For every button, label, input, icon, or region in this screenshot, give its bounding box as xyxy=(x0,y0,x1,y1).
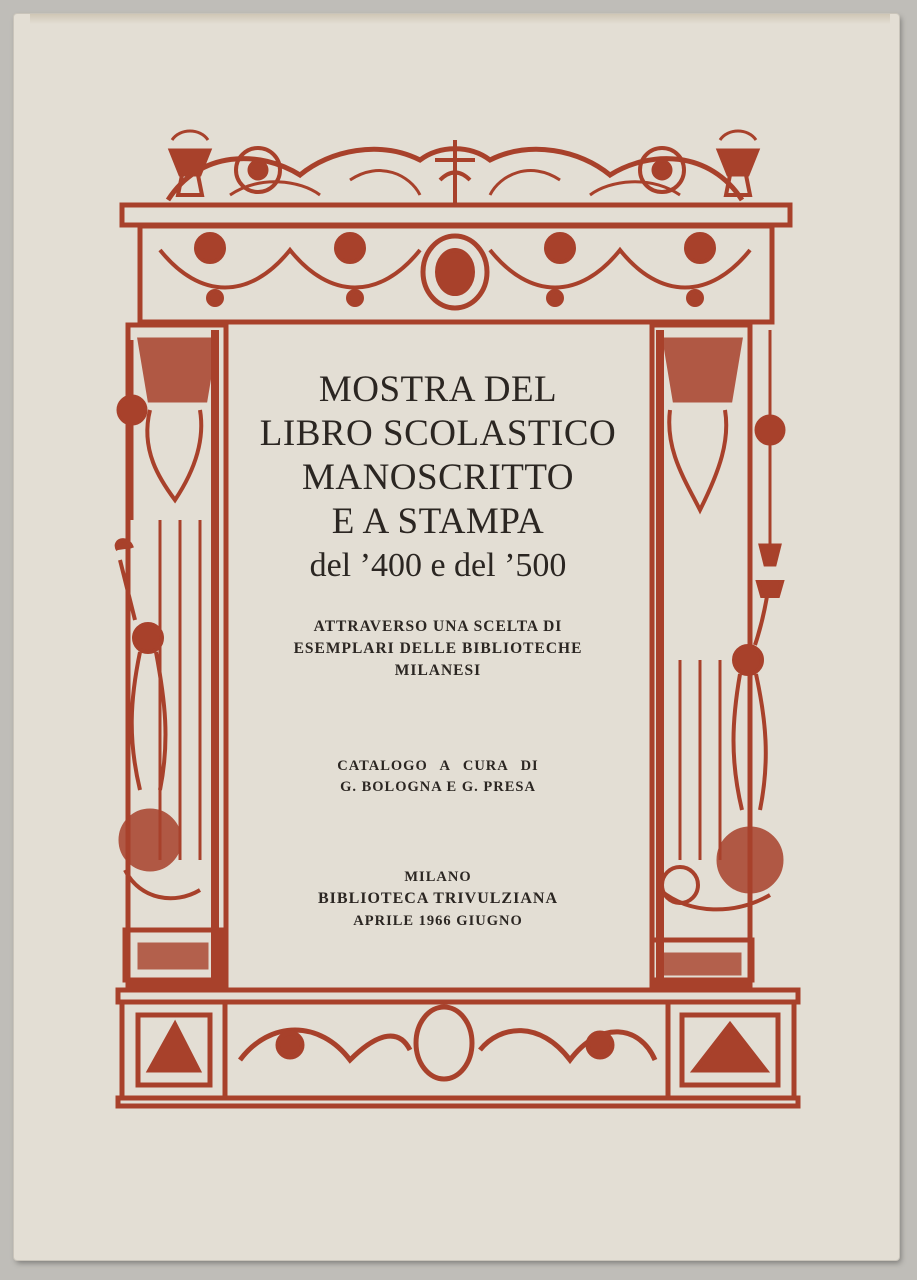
base-frieze xyxy=(118,990,798,1106)
description-line-2: ESEMPLARI DELLE BIBLIOTECHE xyxy=(293,640,583,657)
urn-icon xyxy=(718,131,758,195)
imprint-dates: APRILE 1966 GIUGNO xyxy=(353,913,523,929)
imprint-library: BIBLIOTECA TRIVULZIANA xyxy=(318,890,558,907)
description xyxy=(228,616,648,682)
cherub-face-icon xyxy=(196,234,224,262)
cherub-face-icon xyxy=(336,234,364,262)
imprint xyxy=(228,866,648,932)
putto-icon xyxy=(117,540,166,790)
column-capital xyxy=(140,340,215,400)
title-subtitle: del ’400 e del ’500 xyxy=(309,547,567,584)
pendant-icon xyxy=(756,330,784,565)
pediment-ornament xyxy=(168,140,742,205)
shield-icon xyxy=(416,1007,472,1079)
putto-icon xyxy=(734,582,783,810)
cherub-face-icon xyxy=(686,234,714,262)
frieze-garland xyxy=(160,234,750,308)
imprint-city: MILANO xyxy=(404,869,472,885)
catalog-line-1: CATALOGO A CURA DI xyxy=(337,758,539,774)
title-line-1: MOSTRA DEL xyxy=(318,369,558,410)
lion-icon xyxy=(120,810,200,898)
main-title xyxy=(228,368,648,588)
title-line-2: LIBRO SCOLASTICO xyxy=(259,413,617,454)
description-line-1: ATTRAVERSO UNA SCELTA DI xyxy=(313,618,563,635)
pendant-icon xyxy=(118,340,146,520)
catalog-credit xyxy=(228,756,648,798)
title-line-3: MANOSCRITTO xyxy=(301,457,575,498)
cherub-face-icon xyxy=(546,234,574,262)
cover-text xyxy=(228,368,648,932)
description-line-3: MILANESI xyxy=(394,662,482,679)
column-capital xyxy=(665,340,740,400)
catalog-line-2: G. BOLOGNA E G. PRESA xyxy=(340,779,536,795)
title-line-4: E A STAMPA xyxy=(331,501,545,542)
